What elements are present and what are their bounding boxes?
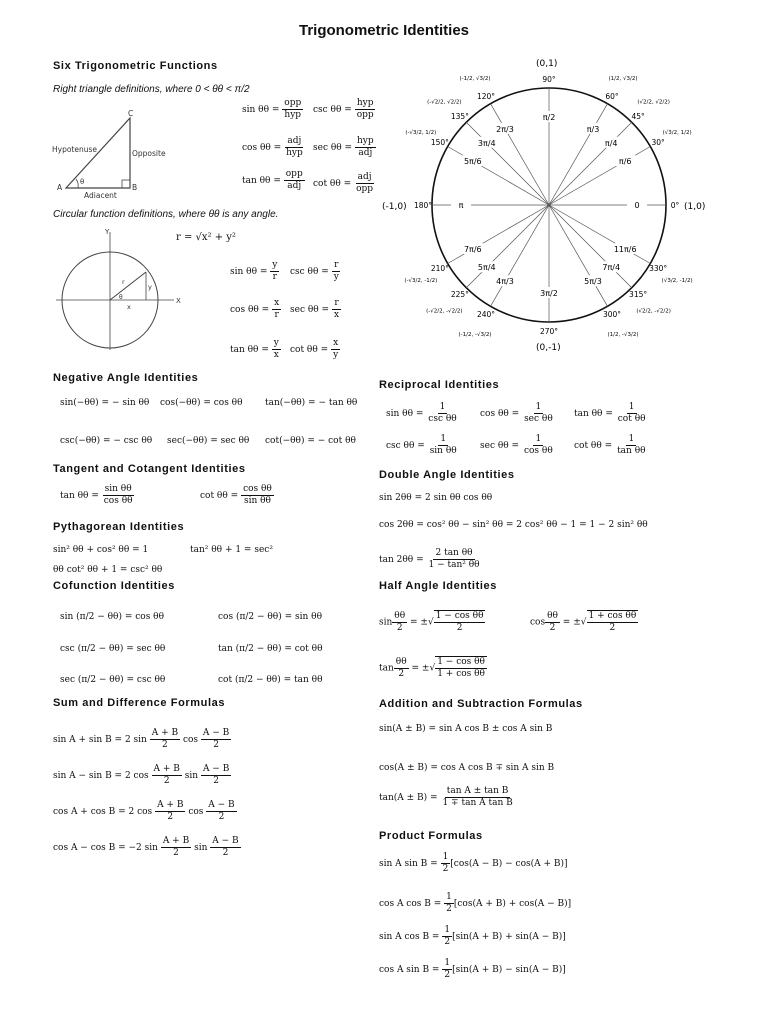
coordinate-label: (√2/2, √2/2) (637, 99, 670, 106)
unit-circle-diagram (376, 52, 716, 362)
neg-csc: csc(−θθ) = − csc θθ (60, 436, 153, 446)
double-cos: cos 2θθ = cos² θθ − sin² θθ = 2 cos² θθ − 1 = 1 − 2 sin² θθ (379, 520, 648, 530)
degree-label: 240° (476, 310, 496, 320)
coordinate-label: (√3/2, 1/2) (662, 130, 692, 136)
double-heading: Double Angle Identities (379, 469, 515, 481)
degree-label: 60° (605, 91, 619, 101)
tan-identity: tan θθ = $\frac{\text{sin θθ}}{\text{cos θθ}}$ (60, 484, 133, 506)
neg-tan: tan(−θθ) = − tan θθ (265, 398, 358, 408)
sumdiff-heading: Sum and Difference Formulas (53, 697, 226, 709)
point-left: (-1,0) (382, 202, 407, 212)
product-heading: Product Formulas (379, 830, 483, 842)
page-title: Trigonometric Identities (298, 22, 470, 39)
sumdiff-2: sin A − sin B = 2 cos $\frac{A + B}{2}$ sin $\frac{A - B}{2}$ (53, 764, 230, 786)
pythagorean-heading: Pythagorean Identities (53, 521, 185, 533)
right-triangle-caption: Right triangle definitions, where 0 < θθ < π/2 (53, 84, 250, 95)
coordinate-label: (1/2, √3/2) (608, 75, 638, 82)
vertex-a-label: A (57, 183, 63, 192)
degree-label: 225° (450, 290, 469, 300)
point-bottom: (0,-1) (536, 343, 561, 353)
degree-label: 30° (651, 138, 665, 147)
right-triangle-diagram (48, 106, 168, 198)
product-1: sin A sin B = $\frac{1}{2}$ [cos(A − B) − cos(A + B)] (379, 852, 568, 874)
opposite-label: Opposite (132, 149, 166, 158)
double-sin: sin 2θθ = 2 sin θθ cos θθ (379, 493, 493, 503)
degree-label: 300° (602, 310, 622, 320)
half-sin: sin $\frac{\theta\theta}{2}$ = ±√ $\frac{\text{1 − cos θθ}}{2}$ (379, 610, 484, 633)
cofunction-heading: Cofunction Identities (53, 580, 175, 592)
double-tan: tan 2θθ = $\frac{\text{2 tan θθ}}{\text{1 − tan² θθ}}$ (379, 548, 480, 570)
six-functions-heading: Six Trigonometric Functions (53, 60, 218, 72)
degree-label: 120° (476, 91, 496, 101)
degree-label: 45° (631, 111, 645, 121)
pythag-1: sin² θθ + cos² θθ = 1 (53, 545, 149, 555)
def-sin: sin θθ = $\frac{\text{opp}}{\text{hyp}}$ (242, 98, 302, 120)
cof-cot: cot (π/2 − θθ) = tan θθ (218, 675, 323, 685)
radian-label: 0 (634, 201, 640, 210)
product-3: sin A cos B = $\frac{1}{2}$ [sin(A + B) + sin(A − B)] (379, 925, 566, 947)
half-cos: cos $\frac{\theta\theta}{2}$ = ±√ $\frac{\text{1 + cos θθ}}{2}$ (530, 610, 637, 633)
degree-label: 270° (539, 327, 559, 336)
reciprocal-heading: Reciprocal Identities (379, 379, 500, 391)
addsub-tan: tan(A ± B) = $\frac{\text{tan A ± tan B}}{\text{1 ∓ tan A tan B}}$ (379, 786, 513, 808)
radian-label: 2π/3 (496, 124, 514, 134)
radius-line (110, 272, 146, 300)
x-label: x (127, 303, 131, 311)
neg-sin: sin(−θθ) = − sin θθ (60, 398, 150, 408)
theta-label: θ (119, 294, 123, 301)
vertex-b-label: B (132, 183, 138, 192)
degree-label: 0° (670, 201, 680, 210)
circular-caption: Circular function definitions, where θθ is any angle. (53, 209, 279, 220)
cof-sin: sin (π/2 − θθ) = cos θθ (60, 612, 165, 622)
coordinate-label: (-√3/2, 1/2) (405, 130, 437, 136)
coordinate-label: (-√2/2, √2/2) (427, 99, 462, 106)
circ-def-sec: sec θθ = $\frac{r}{x}$ (290, 298, 340, 320)
half-heading: Half Angle Identities (379, 580, 497, 592)
radian-label: 5π/4 (477, 263, 496, 273)
coordinate-label: (1/2, -√3/2) (607, 332, 639, 339)
adjacent-label: Adjacent (84, 191, 117, 198)
point-top: (0,1) (536, 59, 558, 69)
radian-label: 5π/3 (584, 277, 602, 287)
pythag-3: θθ cot² θθ + 1 = csc² θθ (53, 565, 163, 575)
right-angle-marker (122, 180, 130, 188)
degree-label: 180° (413, 201, 433, 210)
radian-label: 5π/6 (463, 157, 482, 166)
radian-label: 3π/4 (477, 138, 496, 148)
sumdiff-1: sin A + sin B = 2 sin $\frac{A + B}{2}$ cos $\frac{A - B}{2}$ (53, 728, 230, 750)
radian-label: 11π/6 (613, 245, 637, 254)
def-sec: sec θθ = $\frac{\text{hyp}}{\text{adj}}$ (313, 136, 374, 158)
def-cos: cos θθ = $\frac{\text{adj}}{\text{hyp}}$ (242, 136, 303, 158)
degree-label: 135° (450, 111, 469, 121)
circ-def-cos: cos θθ = $\frac{x}{r}$ (230, 298, 280, 320)
neg-cos: cos(−θθ) = cos θθ (160, 398, 243, 408)
coordinate-label: (-1/2, -√3/2) (458, 332, 492, 339)
tangent-heading: Tangent and Cotangent Identities (53, 463, 246, 475)
r-label: r (122, 278, 125, 286)
addsub-sin: sin(A ± B) = sin A cos B ± cos A sin B (379, 724, 553, 734)
coordinate-label: (√3/2, -1/2) (661, 278, 693, 284)
coordinate-label: (-√3/2, -1/2) (404, 278, 438, 284)
radian-label: π (458, 201, 464, 210)
recip-csc: csc θθ = $\frac{1}{\text{sin θθ}}$ (386, 434, 457, 456)
circ-def-cot: cot θθ = $\frac{x}{y}$ (290, 338, 339, 360)
radial-line (448, 205, 549, 264)
coordinate-label: (-1/2, √3/2) (459, 75, 491, 82)
neg-cot: cot(−θθ) = − cot θθ (265, 436, 356, 446)
radian-label: π/6 (618, 157, 632, 166)
radian-label: 7π/6 (463, 245, 482, 254)
pythag-2: tan² θθ + 1 = sec² (190, 545, 273, 555)
recip-cot: cot θθ = $\frac{1}{\text{tan θθ}}$ (574, 434, 646, 456)
circle-diagram (56, 228, 186, 356)
radian-label: π/2 (542, 113, 556, 122)
recip-cos: cos θθ = $\frac{1}{\text{sec θθ}}$ (480, 402, 553, 424)
degree-label: 315° (629, 290, 648, 300)
angle-arc (76, 179, 78, 188)
def-tan: tan θθ = $\frac{\text{opp}}{\text{adj}}$ (242, 169, 303, 191)
theta-label: θ (80, 178, 85, 186)
sumdiff-3: cos A + cos B = 2 cos $\frac{A + B}{2}$ cos $\frac{A - B}{2}$ (53, 800, 235, 822)
radian-label: 7π/4 (602, 263, 621, 273)
radial-line (549, 205, 650, 264)
radian-label: 4π/3 (496, 277, 514, 287)
hypotenuse-label: Hypotenuse (52, 145, 98, 154)
y-axis-label: Y (105, 228, 110, 236)
addsub-heading: Addition and Subtraction Formulas (379, 698, 583, 710)
product-4: cos A sin B = $\frac{1}{2}$ [sin(A + B) − sin(A − B)] (379, 958, 566, 980)
degree-label: 330° (649, 264, 668, 273)
def-csc: csc θθ = $\frac{\text{hyp}}{\text{opp}}$ (313, 98, 374, 120)
recip-sec: sec θθ = $\frac{1}{\text{cos θθ}}$ (480, 434, 553, 456)
addsub-cos: cos(A ± B) = cos A cos B ∓ sin A sin B (379, 763, 555, 773)
neg-sec: sec(−θθ) = sec θθ (167, 436, 250, 446)
sumdiff-4: cos A − cos B = −2 sin $\frac{A + B}{2}$ sin $\frac{A - B}{2}$ (53, 836, 239, 858)
r-formula: r = √x² + y² (176, 232, 236, 243)
radian-label: 3π/2 (540, 289, 558, 298)
product-2: cos A cos B = $\frac{1}{2}$ [cos(A + B) + cos(A − B)] (379, 892, 572, 914)
half-tan: tan $\frac{\theta\theta}{2}$ = ±√ $\frac{\text{1 − cos θθ}}{\text{1 + cos θθ}}$ (379, 656, 485, 679)
radian-label: π/3 (586, 124, 600, 134)
degree-label: 90° (542, 75, 556, 84)
vertex-c-label: C (128, 109, 134, 118)
coordinate-label: (-√2/2, -√2/2) (426, 308, 463, 315)
coordinate-label: (√2/2, -√2/2) (636, 308, 671, 315)
cof-cos: cos (π/2 − θθ) = sin θθ (218, 612, 323, 622)
circ-def-csc: csc θθ = $\frac{r}{y}$ (290, 260, 339, 282)
cof-sec: sec (π/2 − θθ) = csc θθ (60, 675, 166, 685)
cof-tan: tan (π/2 − θθ) = cot θθ (218, 644, 323, 654)
point-right: (1,0) (684, 202, 706, 212)
cof-csc: csc (π/2 − θθ) = sec θθ (60, 644, 166, 654)
x-axis-label: X (176, 297, 181, 305)
degree-label: 210° (430, 264, 449, 273)
recip-sin: sin θθ = $\frac{1}{\text{csc θθ}}$ (386, 402, 457, 424)
negative-heading: Negative Angle Identities (53, 372, 199, 384)
degree-label: 150° (430, 138, 449, 147)
recip-tan: tan θθ = $\frac{1}{\text{cot θθ}}$ (574, 402, 646, 424)
y-label: y (148, 283, 152, 291)
radian-label: π/4 (604, 138, 618, 148)
circ-def-sin: sin θθ = $\frac{y}{r}$ (230, 260, 278, 282)
cot-identity: cot θθ = $\frac{\text{cos θθ}}{\text{sin θθ}}$ (200, 484, 272, 506)
def-cot: cot θθ = $\frac{\text{adj}}{\text{opp}}$ (313, 172, 374, 194)
circ-def-tan: tan θθ = $\frac{y}{x}$ (230, 338, 279, 360)
